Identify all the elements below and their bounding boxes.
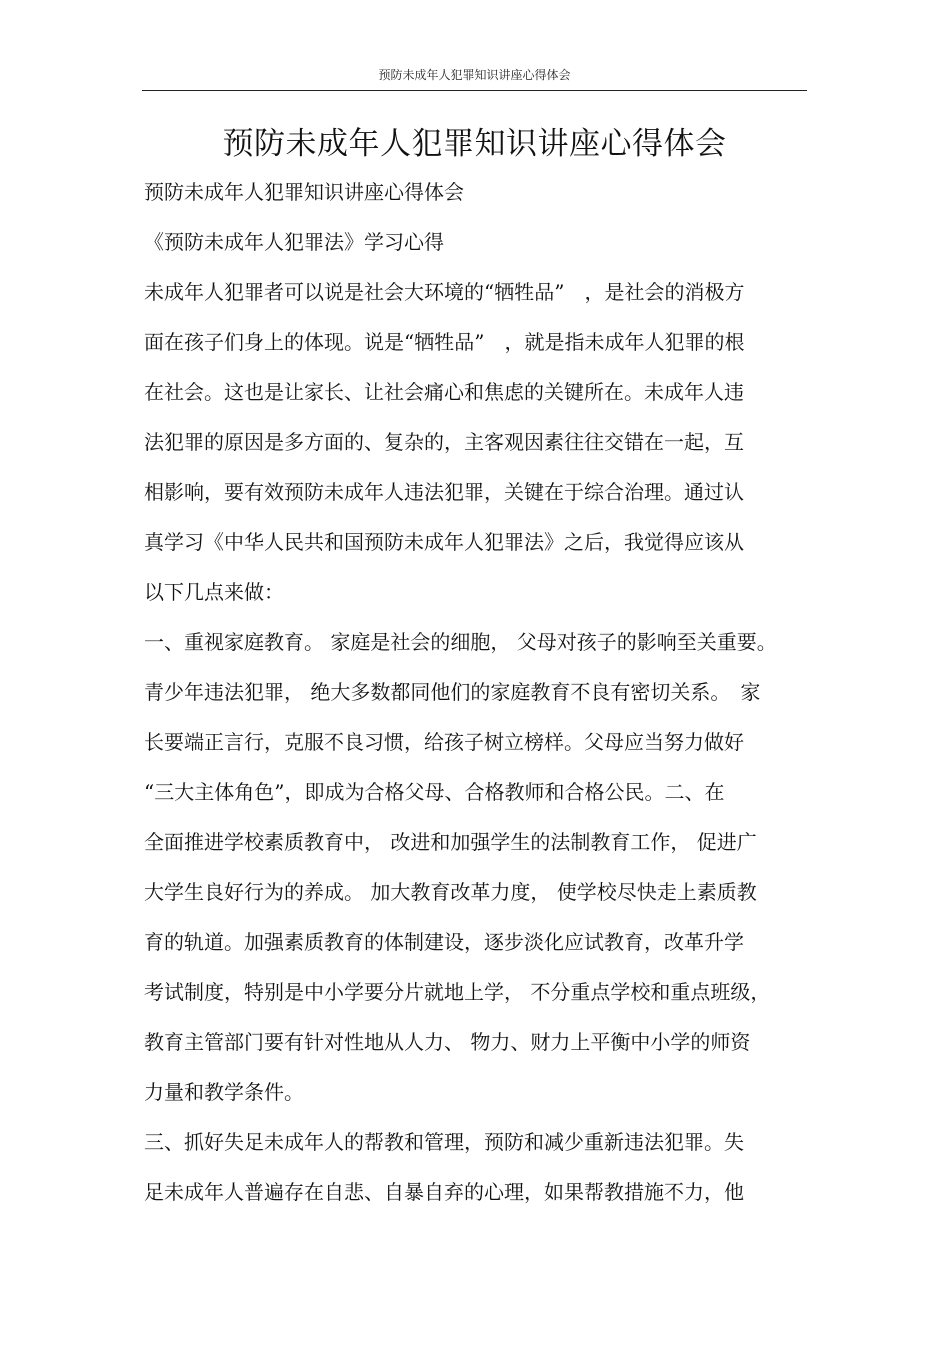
body-line: 一、重视家庭教育。 家庭是社会的细胞， 父母对孩子的影响至关重要。 bbox=[144, 630, 777, 654]
body-line: 青少年违法犯罪， 绝大多数都同他们的家庭教育不良有密切关系。 家 bbox=[144, 680, 761, 704]
body-line: “三大主体角色”，即成为合格父母、合格教师和合格公民。二、在 bbox=[144, 780, 725, 804]
body-line: 育的轨道。加强素质教育的体制建设，逐步淡化应试教育，改革升学 bbox=[144, 930, 744, 954]
body-line: 力量和教学条件。 bbox=[144, 1080, 304, 1104]
body-line: 长要端正言行，克服不良习惯，给孩子树立榜样。父母应当努力做好 bbox=[144, 730, 744, 754]
body-line: 全面推进学校素质教育中， 改进和加强学生的法制教育工作， 促进广 bbox=[144, 830, 757, 854]
body-line: 法犯罪的原因是多方面的、复杂的，主客观因素往往交错在一起，互 bbox=[144, 430, 744, 454]
subtitle-line: 预防未成年人犯罪知识讲座心得体会 bbox=[144, 180, 464, 204]
body-line: 真学习《中华人民共和国预防未成年人犯罪法》之后，我觉得应该从 bbox=[144, 530, 744, 554]
running-header: 预防未成年人犯罪知识讲座心得体会 bbox=[378, 68, 571, 82]
header-divider bbox=[142, 90, 807, 91]
document-title: 预防未成年人犯罪知识讲座心得体会 bbox=[222, 126, 727, 162]
body-line: 足未成年人普遍存在自悲、自暴自弃的心理，如果帮教措施不力，他 bbox=[144, 1180, 744, 1204]
body-line: 在社会。这也是让家长、让社会痛心和焦虑的关键所在。未成年人违 bbox=[144, 380, 744, 404]
body-line: 未成年人犯罪者可以说是社会大环境的“牺牲品” ，是社会的消极方 bbox=[144, 280, 745, 304]
body-line: 教育主管部门要有针对性地从人力、 物力、财力上平衡中小学的师资 bbox=[144, 1030, 751, 1054]
section-heading: 《预防未成年人犯罪法》学习心得 bbox=[144, 230, 444, 254]
body-line: 大学生良好行为的养成。 加大教育改革力度， 使学校尽快走上素质教 bbox=[144, 880, 757, 904]
body-line: 考试制度，特别是中小学要分片就地上学， 不分重点学校和重点班级， bbox=[144, 980, 771, 1004]
body-line: 以下几点来做： bbox=[144, 580, 284, 604]
body-line: 三、抓好失足未成年人的帮教和管理，预防和减少重新违法犯罪。失 bbox=[144, 1130, 744, 1154]
body-line: 相影响，要有效预防未成年人违法犯罪，关键在于综合治理。通过认 bbox=[144, 480, 744, 504]
body-line: 面在孩子们身上的体现。说是“牺牲品” ，就是指未成年人犯罪的根 bbox=[144, 330, 745, 354]
